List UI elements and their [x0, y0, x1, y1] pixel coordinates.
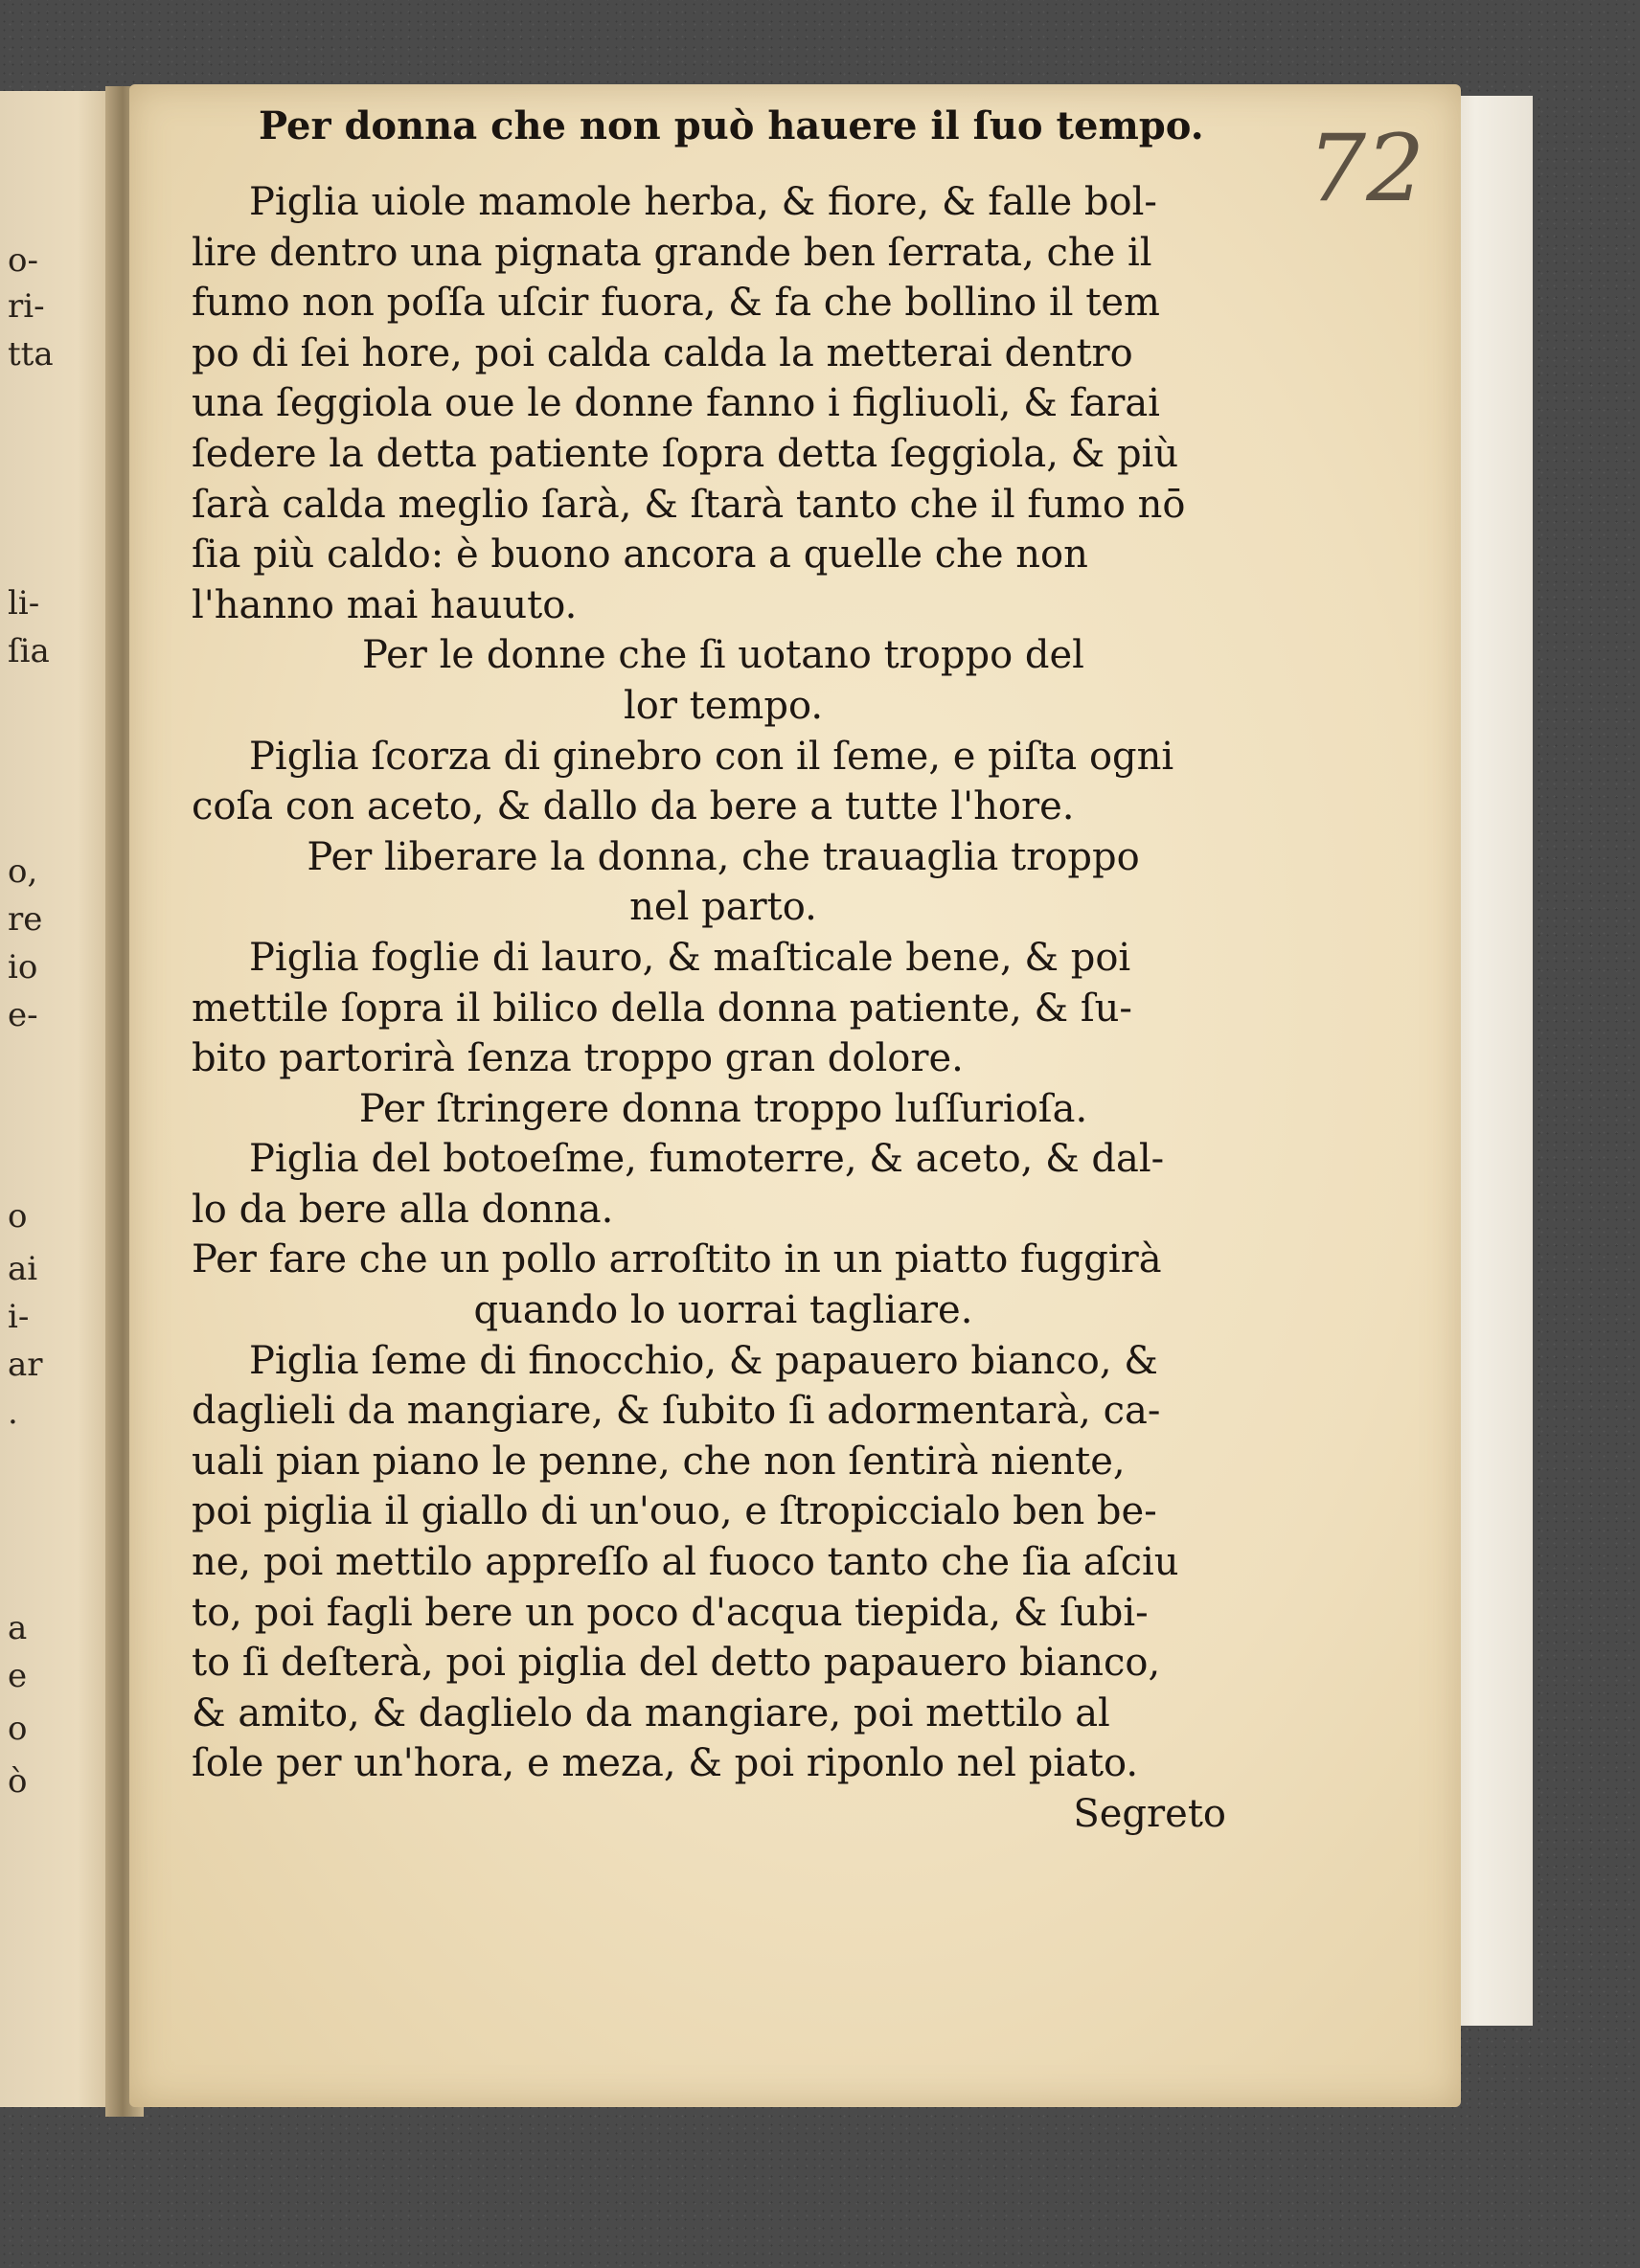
text-line: Piglia ſcorza di ginebro con il ſeme, e piſta ogni — [249, 734, 1174, 779]
text-line: to ſi deſterà, poi piglia del detto papauero bianco, — [192, 1641, 1161, 1686]
text-line: daglieli da mangiare, & ſubito ſi adormentarà, ca- — [192, 1389, 1161, 1434]
facing-page-fragment: tta — [8, 335, 54, 374]
facing-page-fragment: ar — [8, 1346, 43, 1384]
facing-page-fragment: li- — [8, 584, 40, 623]
text-line: una ſeggiola oue le donne fanno i figliuoli, & farai — [192, 381, 1160, 426]
facing-page-fragment: o, — [8, 852, 38, 891]
text-line: Piglia del botoeſme, fumoterre, & aceto, & dal- — [249, 1137, 1165, 1182]
facing-page-fragment: e — [8, 1657, 28, 1695]
text-line: Piglia foglie di lauro, & maſticale bene, & poi — [249, 935, 1131, 980]
text-line: ſarà calda meglio ſarà, & ſtarà tanto che il fumo nō — [192, 482, 1186, 527]
text-line: ſole per un'hora, e meza, & poi riponlo nel piato. — [192, 1741, 1139, 1786]
text-line: l'hanno mai hauuto. — [192, 582, 578, 627]
text-line: to, poi fagli bere un poco d'acqua tiepida, & ſubi- — [192, 1590, 1149, 1635]
recipe-heading: Per ſtringere donna troppo luſſurioſa. — [358, 1086, 1088, 1131]
facing-page-fragment: ſia — [8, 632, 50, 670]
facing-page-fragment: re — [8, 900, 43, 939]
facing-page-fragment: ri- — [8, 287, 45, 326]
recipe-heading: quando lo uorrai tagliare. — [473, 1288, 973, 1333]
catchword: Segreto — [1073, 1792, 1226, 1836]
facing-page-fragment: o — [8, 1710, 28, 1748]
folio-number: 72 — [1308, 115, 1425, 222]
recipe-heading: Per liberare la donna, che trauaglia troppo — [307, 834, 1140, 879]
text-line: uali pian piano le penne, che non ſentirà niente, — [192, 1439, 1126, 1484]
recipe-heading: Per fare che un pollo arroſtito in un piatto fuggirà — [192, 1237, 1162, 1282]
facing-page-fragment: i- — [8, 1298, 30, 1336]
text-line: fumo non poſſa uſcir fuora, & fa che bollino il tem — [192, 281, 1160, 326]
text-line: ſedere la detta patiente ſopra detta ſeggiola, & più — [192, 431, 1179, 476]
facing-page-fragment: io — [8, 948, 38, 987]
recipe-heading: nel parto. — [629, 885, 817, 930]
facing-page-fragment: a — [8, 1609, 28, 1647]
recipe-heading: Per le donne che ſi uotano troppo del — [362, 633, 1084, 678]
text-line: Piglia uiole mamole herba, & fiore, & falle bol- — [249, 180, 1157, 224]
text-line: poi piglia il giallo di un'ouo, e ſtropiccialo ben be- — [192, 1489, 1157, 1534]
text-line: lo da bere alla donna. — [192, 1187, 614, 1232]
facing-page-fragment: . — [8, 1394, 18, 1432]
text-line: ſia più caldo: è buono ancora a quelle che non — [192, 533, 1088, 578]
page-body — [192, 177, 1255, 1840]
page-heading: Per donna che non può hauere il ſuo tempo. — [259, 103, 1204, 148]
text-line: mettile ſopra il bilico della donna patiente, & ſu- — [192, 986, 1132, 1031]
facing-page-fragment: ò — [8, 1762, 28, 1801]
facing-page-fragment: o — [8, 1197, 28, 1236]
facing-page-fragment: o- — [8, 241, 38, 280]
facing-page-fragment: e- — [8, 996, 38, 1034]
recipe-heading: lor tempo. — [623, 683, 824, 728]
text-line: coſa con aceto, & dallo da bere a tutte l'hore. — [192, 784, 1075, 829]
text-line: Piglia ſeme di finocchio, & papauero bianco, & — [249, 1338, 1158, 1383]
text-line: ne, poi mettilo appreſſo al fuoco tanto che ſia aſciu — [192, 1540, 1179, 1585]
facing-page-fragment: ai — [8, 1250, 38, 1288]
text-line: po di ſei hore, poi calda calda la metterai dentro — [192, 330, 1133, 375]
text-line: & amito, & daglielo da mangiare, poi mettilo al — [192, 1690, 1110, 1735]
text-line: lire dentro una pignata grande ben ſerrata, che il — [192, 230, 1152, 275]
text-line: bito partorirà ſenza troppo gran dolore. — [192, 1036, 964, 1081]
